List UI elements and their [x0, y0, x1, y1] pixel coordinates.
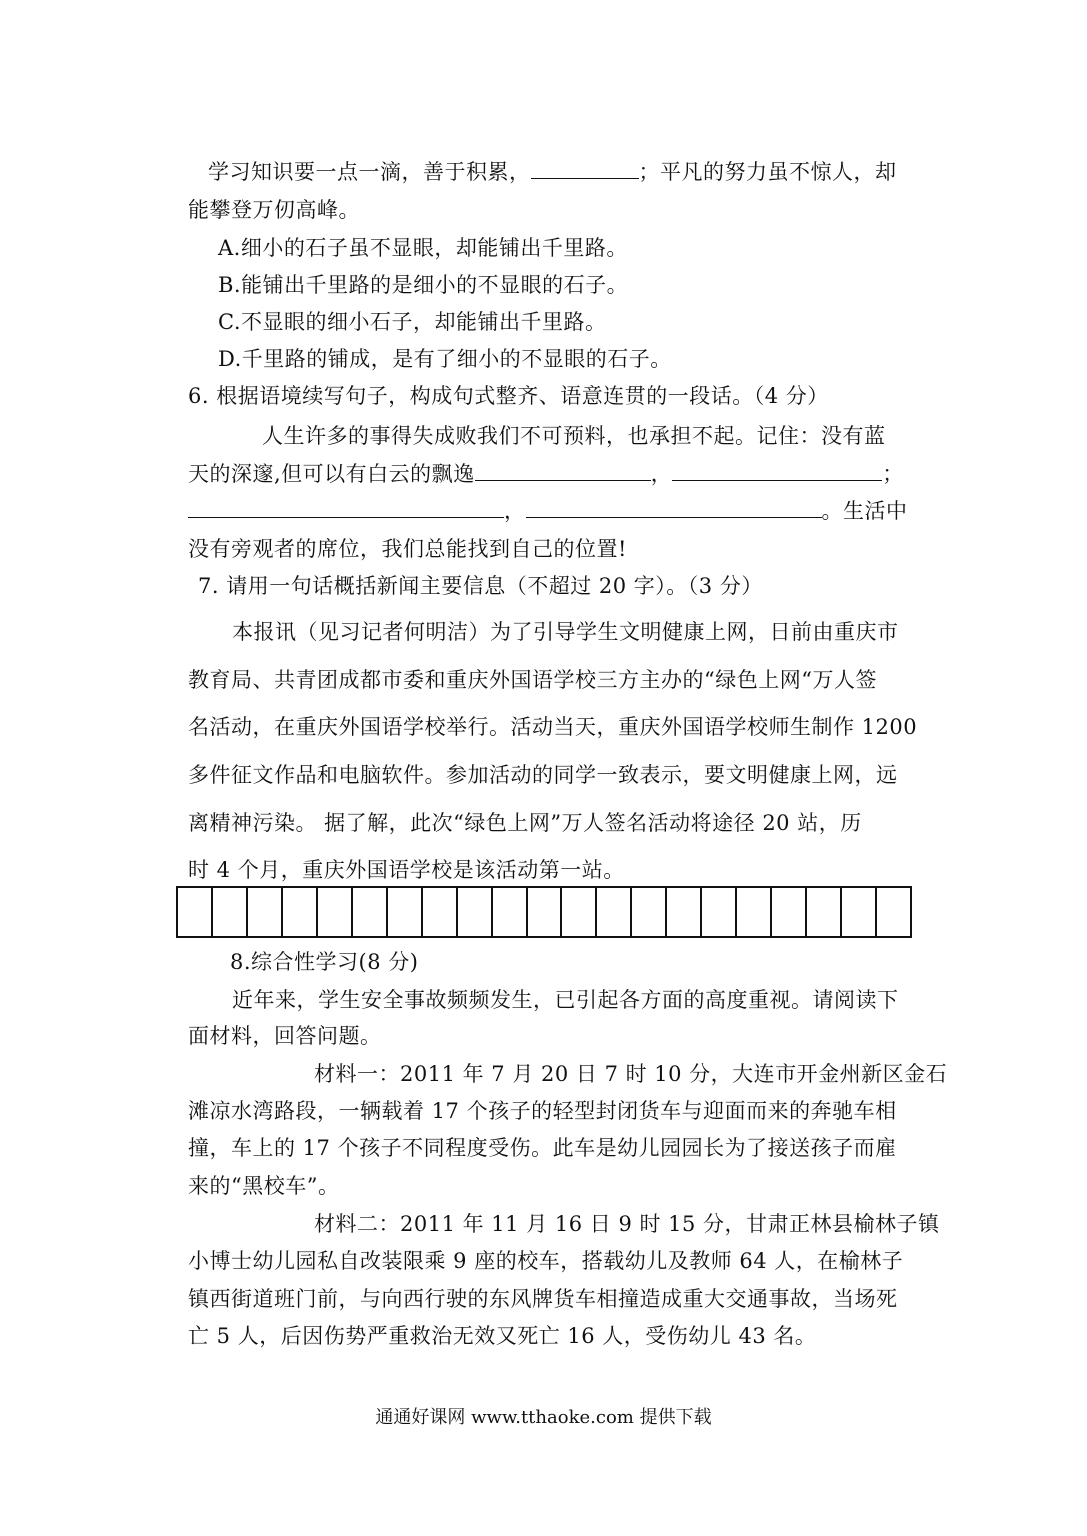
- answer-cell[interactable]: [213, 888, 248, 936]
- answer-cell[interactable]: [458, 888, 493, 936]
- q8-material1-line1: 材料一：2011 年 7 月 20 日 7 时 10 分，大连市开金州新区金石: [314, 1062, 948, 1086]
- q6-blank-1[interactable]: [475, 460, 651, 481]
- q8-material1-line4: 来的“黑校车”。: [188, 1174, 340, 1198]
- answer-cell[interactable]: [597, 888, 632, 936]
- q5-option-c: C.不显眼的细小石子，却能铺出千里路。: [218, 310, 607, 334]
- answer-cell[interactable]: [737, 888, 772, 936]
- answer-cell[interactable]: [178, 888, 213, 936]
- q6-context-line3: [188, 497, 908, 525]
- q8-material1-line2: 滩凉水湾路段，一辆载着 17 个孩子的轻型封闭货车与迎面而来的奔驰车相: [188, 1099, 897, 1123]
- page-footer: 通通好课网 www.tthaoke.com 提供下载: [375, 1407, 712, 1428]
- q8-material2-line1: 材料二：2011 年 11 月 16 日 9 时 15 分，甘肃正林县榆林子镇: [314, 1212, 940, 1236]
- q5-stem-part1: 学习知识要一点一滴，善于积累，: [208, 160, 531, 184]
- q5-answer-blank[interactable]: [531, 158, 639, 179]
- q6-context-line4: 没有旁观者的席位，我们总能找到自己的位置!: [188, 537, 627, 561]
- q7-title: 7. 请用一句话概括新闻主要信息（不超过 20 字）。（3 分）: [198, 574, 763, 598]
- q5-stem-line1: [208, 158, 897, 186]
- q6-blank-2[interactable]: [672, 460, 882, 481]
- q6-comma-1: ，: [650, 462, 673, 486]
- q7-news-line3: 名活动，在重庆外国语学校举行。活动当天，重庆外国语学校师生制作 1200: [188, 715, 918, 739]
- q6-context-line1: 人生许多的事得失成败我们不可预料，也承担不起。记住：没有蓝: [262, 424, 886, 448]
- answer-cell[interactable]: [318, 888, 353, 936]
- q8-material1-line3: 撞，车上的 17 个孩子不同程度受伤。此车是幼儿园园长为了接送孩子而雇: [188, 1136, 897, 1160]
- q7-news-line6: 时 4 个月，重庆外国语学校是该活动第一站。: [188, 858, 625, 882]
- answer-cell[interactable]: [667, 888, 702, 936]
- q8-intro-line2: 面材料，回答问题。: [188, 1024, 382, 1048]
- q7-news-line5: 离精神污染。 据了解，此次“绿色上网”万人签名活动将途径 20 站，历: [188, 811, 862, 835]
- answer-cell[interactable]: [283, 888, 318, 936]
- q8-material2-line2: 小博士幼儿园私自改装限乘 9 座的校车，搭载幼儿及教师 64 人，在榆林子: [188, 1249, 904, 1273]
- q6-line2-text: 天的深邃,但可以有白云的飘逸: [188, 462, 475, 486]
- q6-title: 6. 根据语境续写句子，构成句式整齐、语意连贯的一段话。（4 分）: [188, 384, 829, 408]
- answer-cell[interactable]: [493, 888, 528, 936]
- q5-option-b: B.能铺出千里路的是细小的不显眼的石子。: [218, 273, 629, 297]
- q8-intro-line1: 近年来，学生安全事故频频发生，已引起各方面的高度重视。请阅读下: [232, 988, 899, 1012]
- q5-option-a: A.细小的石子虽不显眼，却能铺出千里路。: [218, 236, 628, 260]
- q5-stem-part2: ；平凡的努力虽不惊人，却: [638, 160, 897, 184]
- q8-title: 8.综合性学习(8 分): [230, 950, 419, 974]
- q5-stem-line2: 能攀登万仞高峰。: [188, 198, 360, 222]
- q6-context-line2: [188, 460, 904, 488]
- answer-cell[interactable]: [248, 888, 283, 936]
- q7-answer-grid[interactable]: [176, 886, 912, 938]
- q6-comma-2: ，: [504, 499, 526, 523]
- answer-cell[interactable]: [702, 888, 737, 936]
- q6-blank-3[interactable]: [188, 497, 504, 518]
- q7-news-line4: 多件征文作品和电脑软件。参加活动的同学一致表示，要文明健康上网，远: [188, 763, 898, 787]
- answer-cell[interactable]: [807, 888, 842, 936]
- q8-material2-line4: 亡 5 人，后因伤势严重救治无效又死亡 16 人，受伤幼儿 43 名。: [188, 1324, 817, 1348]
- answer-cell[interactable]: [562, 888, 597, 936]
- answer-cell[interactable]: [877, 888, 910, 936]
- answer-cell[interactable]: [632, 888, 667, 936]
- answer-cell[interactable]: [528, 888, 563, 936]
- answer-cell[interactable]: [353, 888, 388, 936]
- q6-line3-end: 。生活中: [821, 499, 908, 523]
- q6-blank-4[interactable]: [526, 497, 822, 518]
- answer-cell[interactable]: [842, 888, 877, 936]
- q8-material2-line3: 镇西街道班门前，与向西行驶的东风牌货车相撞造成重大交通事故，当场死: [188, 1287, 898, 1311]
- q7-news-line1: 本报讯（见习记者何明洁）为了引导学生文明健康上网，日前由重庆市: [232, 620, 899, 644]
- answer-cell[interactable]: [388, 888, 423, 936]
- q7-news-line2: 教育局、共青团成都市委和重庆外国语学校三方主办的“绿色上网“万人签: [188, 668, 877, 692]
- answer-cell[interactable]: [423, 888, 458, 936]
- q5-option-d: D.千里路的铺成，是有了细小的不显眼的石子。: [218, 347, 672, 371]
- answer-cell[interactable]: [772, 888, 807, 936]
- q6-semicolon: ；: [882, 462, 904, 486]
